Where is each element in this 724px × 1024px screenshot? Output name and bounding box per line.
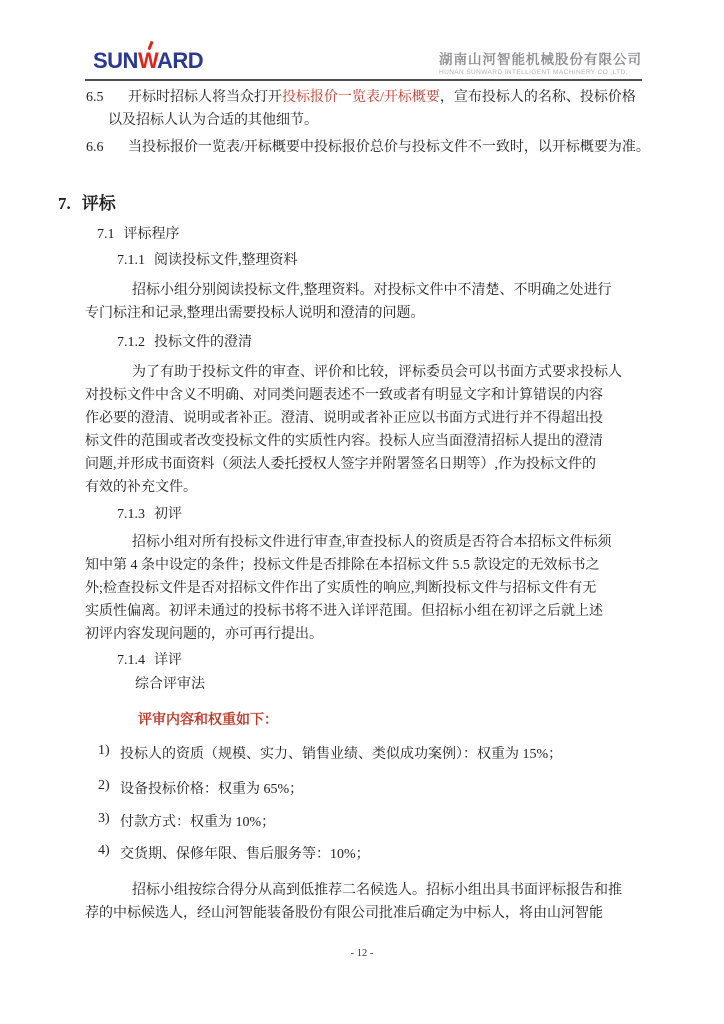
- paragraph-line: 初评内容发现问题的，亦可再行提出。: [85, 627, 323, 642]
- weight-item-1: [98, 743, 643, 763]
- section-7-1-2-heading: [117, 331, 252, 351]
- section-7-1-1-heading: [117, 249, 298, 269]
- list-text: 交货期、保修年限、售后服务等：10%；: [120, 847, 370, 862]
- paragraph-line: 外;检查投标文件是否对招标文件作出了实质性的响应,判断投标文件与招标文件有无: [85, 581, 597, 596]
- weight-item-3: [98, 811, 643, 831]
- section-number: 7.: [58, 194, 71, 213]
- list-text: 付款方式：权重为 10%；: [120, 815, 276, 830]
- list-text: 设备投标价格：权重为 65%；: [120, 782, 304, 797]
- highlighted-text: 投标报价一览表/开标概要: [282, 90, 440, 105]
- company-name-chinese: 湖南山河智能机械股份有限公司: [439, 52, 642, 67]
- header-divider: [85, 79, 642, 81]
- section-number: 7.1.1: [117, 253, 145, 268]
- paragraph-line: 招标小组对所有投标文件进行审查,审查投标人的资质是否符合本招标文件标须: [132, 535, 612, 550]
- paragraph-line: 知中第 4 条中设定的条件；投标文件是否排除在本招标文件 5.5 款设定的无效标书之: [85, 558, 600, 573]
- list-number: 4): [98, 843, 110, 858]
- paragraph-line: 荐的中标候选人，经山河智能装备股份有限公司批准后确定为中标人，将由山河智能: [85, 906, 603, 921]
- page-header: [85, 46, 642, 76]
- paragraph-7-1-1: [85, 279, 642, 325]
- clause-6-6: [86, 136, 650, 159]
- section-title: 阅读投标文件,整理资料: [154, 253, 298, 268]
- paragraph-line: 标文件的范围或者改变投标文件的实质性内容。投标人应当面澄清招标人提出的澄清: [85, 434, 603, 449]
- page-number: - 12 -: [350, 948, 374, 959]
- paragraph-line: 专门标注和记录,整理出需要投标人说明和澄清的问题。: [85, 306, 425, 321]
- logo-letter-w: W: [138, 48, 157, 73]
- logo-text-ard: ARD: [157, 48, 204, 73]
- section-title: 评标: [81, 194, 116, 213]
- paragraph-line: 实质性偏离。初评未通过的投标书将不进入详评范围。但招标小组在初评之后就上述: [85, 604, 603, 619]
- section-number: 7.1.2: [117, 335, 145, 350]
- clause-6-5: [86, 86, 643, 132]
- section-number: 7.1.4: [117, 653, 145, 668]
- weight-item-2: [98, 778, 643, 798]
- evaluation-method-label: 综合评审法: [135, 677, 205, 692]
- section-title: 初评: [154, 507, 182, 522]
- section-title: 详评: [154, 653, 182, 668]
- final-paragraph: [85, 879, 642, 925]
- section-7-1-4-heading: [117, 649, 182, 669]
- paragraph-line: 问题,并形成书面资料（须法人委托授权人签字并附署签名日期等）,作为投标文件的: [85, 457, 596, 472]
- section-7-heading: [58, 189, 116, 214]
- clause-number: 6.6: [86, 140, 104, 155]
- section-7-1-3-heading: [117, 503, 182, 523]
- paragraph-line: 招标小组分别阅读投标文件,整理资料。对投标文件中不清楚、不明确之处进行: [132, 283, 612, 298]
- paragraph-7-1-3: [85, 531, 642, 646]
- list-number: 3): [98, 811, 110, 826]
- section-title: 投标文件的澄清: [154, 335, 252, 350]
- company-name-block: [439, 48, 642, 76]
- section-title: 评标程序: [123, 227, 180, 242]
- paragraph-line: 招标小组按综合得分从高到低推荐二名候选人。招标小组出具书面评标报告和推: [132, 883, 622, 898]
- section-7-1-heading: [97, 223, 180, 243]
- paragraph-line: 对投标文件中含义不明确、对同类问题表述不一致或者有明显文字和计算错误的内容: [85, 388, 603, 403]
- weight-item-4: [98, 843, 643, 863]
- clause-text: 当投标报价一览表/开标概要中投标报价总价与投标文件不一致时，以开标概要为准。: [128, 140, 650, 155]
- sunward-logo: [93, 48, 203, 74]
- paragraph-7-1-2: [85, 361, 642, 499]
- list-number: 1): [98, 743, 110, 758]
- logo-text-sun: SUN: [93, 48, 138, 73]
- clause-text: 开标时招标人将当众打开投标报价一览表/开标概要，宣布投标人的名称、投标价格: [128, 90, 636, 105]
- paragraph-line: 为了有助于投标文件的审查、评价和比较，评标委员会可以书面方式要求投标人: [132, 365, 622, 380]
- clause-number: 6.5: [86, 90, 104, 105]
- paragraph-line: 有效的补充文件。: [85, 480, 197, 495]
- clause-text-continued: 以及招标人认为合适的其他细节。: [108, 113, 318, 128]
- weights-heading: 评审内容和权重如下：: [138, 713, 278, 728]
- company-name-english: HUNAN SUNWARD INTELLIGENT MACHINERY CO.,LTD.: [439, 69, 628, 76]
- section-number: 7.1.3: [117, 507, 145, 522]
- list-text: 投标人的资质（规模、实力、销售业绩、类似成功案例）：权重为 15%；: [120, 747, 563, 762]
- list-number: 2): [98, 778, 110, 793]
- section-number: 7.1: [97, 227, 115, 242]
- paragraph-line: 作必要的澄清、说明或者补正。澄清、说明或者补正应以书面方式进行并不得超出投: [85, 411, 603, 426]
